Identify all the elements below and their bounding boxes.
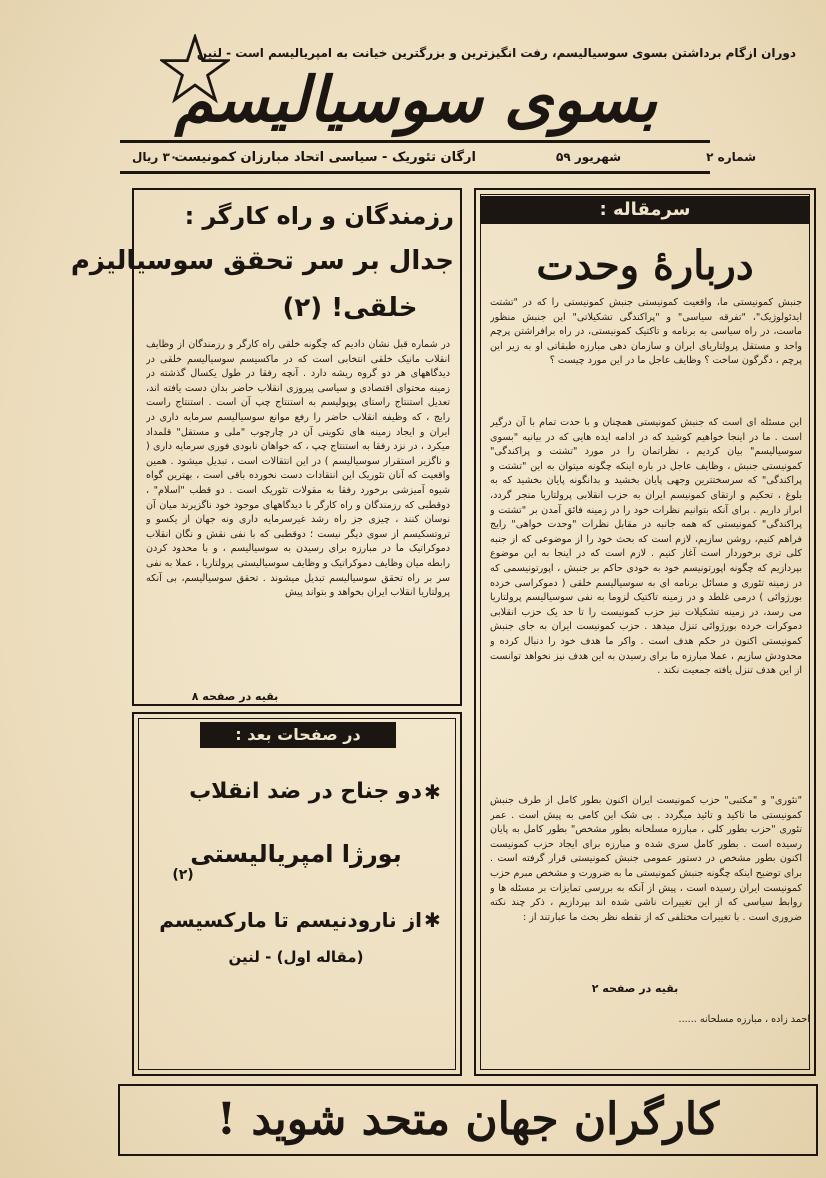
next-pages-item-2: بورژا امپریالیستی	[190, 840, 402, 868]
next-pages-item-1: دو جناح در ضد انقلاب	[189, 779, 422, 804]
next-pages-item-2-sub: (۲)	[172, 867, 194, 883]
issue-number: شماره ۲	[706, 150, 756, 164]
masthead-organ: ارگان تئوریک - سیاسی اتحاد مبارزان کمونیست	[174, 150, 476, 165]
next-pages-item-3: از نارودنیسم تا مارکسیسم	[159, 908, 422, 932]
editorial-paragraph-2: این مسئله ای است که جنبش کمونیستی همچنان و با حدت تمام با آن درگیر است . ما در اینجا خواهیم کوشید که در ادامه ایده هایی که در بیانیه "بسوی سوسیالیسم" بیان کردیم ، نظراتمان را در مورد "تشتت و پراکندگی" کمونیستی جنبش ، وظایف عاجل در باره اینکه چگونه میتوان به این "تشتت و پراکندگی" که سرسختترین وجهی پایان بخشید و بدانگونه پایان بخشید که به بلوغ ، تحکیم و ارتقای کمونیسم ایران به حزب انقلابی پرولتاریا منجر گردد، ابراز داریم . برای آنکه بتوانیم نظرات خود را در زمینه فائق آمدن بر "تشتت و پراکندگی" کمونیستی که همه جانبه در مقابل نظرات "وحدت خواهی" رایج فراهم کنیم، روشن سازیم، لازم است که بحث خود را از موضوعی که از جنبه کلی تری برخوردار است آغاز کنیم . لازم است که در اینجا به این موضوع بپردازیم که چگونه اپورتونیسم خود به خودی حاکم بر جنبش ، اپورتونیسمی که در زمینه تئوری و مسائل برنامه ای به سوسیالیسم خلقی ( دموکراسی خرده بورژوائی ) درمی غلطد و در زمینه تاکتیک لزوما به نفی سوسیالیسم پرولتاریا می رسد، در زمینه تشکیلات نیز حزب کمونیست را تا حد یک حزب انقلابی دموکرات خرده بورژوائی تنزل میدهد . حزب کمونیست ایران به جای جنبش کمونیستی اکنون در حکم هدف است . واکر ما هدف خود را دنبال کرده و محدودش سازیم ، عملا مبارزه ما برای رسیدن به این هدف نیز نخواهد توانست از این هدف تنزل یافته جمعیت نکند .	[490, 417, 802, 677]
article-headline: جدال بر سر تحقق سوسیالیزم	[70, 246, 454, 276]
article-continued: بقیه در صفحه ۸	[191, 690, 279, 703]
editorial-last-line: احمد زاده ، مبارزه مسلحانه ......	[678, 1014, 810, 1025]
footer-slogan: کارگران جهان متحد شوید !	[216, 1094, 720, 1145]
next-pages-item-3-sub: (مقاله اول) - لنین	[228, 948, 364, 966]
article-body: در شماره قبل نشان دادیم که چگونه خلقی راه کارگر و رزمندگان از وظایف انقلاب مانیک خلقی انتخابی است که در ماکسیسم سوسیالیسم خلقی در دیدگاههای هر دو گروه ریشه دارد . آنچه رفقا در طول یکسال گذشته در زمینه محتوای اقتصادی و سیاسی پیروزی انقلاب حاضر بدان دست یافته اند، تعدیل استنتاج راستای پوپولیسم به استنتاج چپ آن است . استنتاج راست رایج ، که وظیفه انقلاب حاضر را رفع موانع سوسیالیسم سرمایه داری در ایران و ایجاد زمینه های تکوینی آن در چارچوب "ملی و مستقل" قلمداد میکرد ، در نزد رفقا به استنتاج چپ ، که خواهان نابودی فوری سرمایه داری ( و ناگزیر استقرار سوسیالیسم ) در این انتقالات است ، تبدیل میشود . همین واقعیت که آنان تئوریک این انتقادات دست نخورده باقی است ، بهترین گواه شیوه آمیزشی برخورد رفقا به مقولات تئوریک است . دو قطب "اسلام" ، دوقطبی که رزمندگان و راه کارگر با دیدگاههای موجود خود ناگزیرند میان آن نوسان کنند ، چیزی جز راه رشد غیرسرمایه داری ونه جهان از یکسو و تروتسکیسم از سوی دیگر نیست ؛ دوقطبی که با نفی نقش و نگان انقلاب دموکراتیک ما در مبارزه برای رسیدن به سوسیالیسم ، و با محدود کردن رابطه میان وظایف دموکراتیک و وظایف سوسیالیستی پرولتاریا ، عملا به نفی سر بر راه تحقق سوسیالیسم تبدیل میشوند . تحقق سوسیالیسم، بی آنکه پرولتاریا انقلاب ایران بخواهد و بتواند پیش	[146, 339, 450, 599]
editorial-continued: بقیه در صفحه ۲	[591, 982, 679, 995]
bullet-star-icon: ✱	[424, 908, 441, 932]
masthead-slogan: دوران ازگام برداشتن بسوی سوسیالیسم، رفت انگیزترین و بزرگترین خیانت به امپریالیسم است - لنین	[196, 46, 796, 60]
editorial-label: سرمقاله :	[480, 196, 810, 224]
masthead-rule	[120, 140, 710, 143]
article-kicker: رزمندگان و راه کارگر :	[184, 202, 454, 230]
masthead-rule-bottom	[120, 171, 710, 174]
next-pages-label: در صفحات بعد :	[200, 722, 396, 748]
editorial-paragraph-3: "تئوری" و "مکتبی" حزب کمونیست ایران اکنون بطور کامل از طرف جنبش کمونیستی ما تاکید و تائید میگردد . بی شک این کامی به پیش است . عمر تئوری "حزب بطور کلی ، مبارزه مسلحانه بطور مشخص" بطور کامل به پایان رسیده است . بطور کامل سری شده و مبارزه برای ایجاد حزب کمونیست اکنون بطور مشخص در دستور عمومی جنبش کمونیستی قرار گرفته است . برای توضیح اینکه چگونه جنبش کمونیستی ما به ضرورت و مشخص مبرم حزب کمونیست ایران رسیده است ، پیش از آنکه به بررسی تمایزات بر مسئله ها و روابط سیاسی که از این تغییرات ناشی شده اند بپردازیم ، ذکر چند نکته ضروری است . با تغییرات مختلفی که از نقطه نظر بحث ما عبارتند از :	[490, 795, 802, 923]
bullet-star-icon: ✱	[424, 780, 441, 804]
article-headline-2: خلقی! (۲)	[282, 293, 418, 323]
issue-date: شهریور ۵۹	[556, 150, 621, 164]
masthead-title: بسوی سوسیالیسم	[174, 63, 658, 136]
editorial-headline: دربارۀ وحدت	[536, 242, 754, 289]
editorial-paragraph-1: جنبش کمونیستی ما، واقعیت کمونیستی جنبش کمونیستی را که در "تشتت ایدئولوژیک"، "تفرقه سیاسی" و "پراکندگی تشکیلاتی" این جنبش منظور ماست، در راه سیاسی به برنامه و تاکتیک کمونیستی، در راه برافراشتن پرچم واحد و مستقل پرولتاریای ایران و سازمان دهی مبارزه طبقاتی او به زیر این پرچم ، دگرگون ساخت ؟ وظایف عاجل ما در این مورد چیست ؟	[490, 297, 802, 367]
issue-price: ۳۰ ریال	[132, 150, 178, 164]
